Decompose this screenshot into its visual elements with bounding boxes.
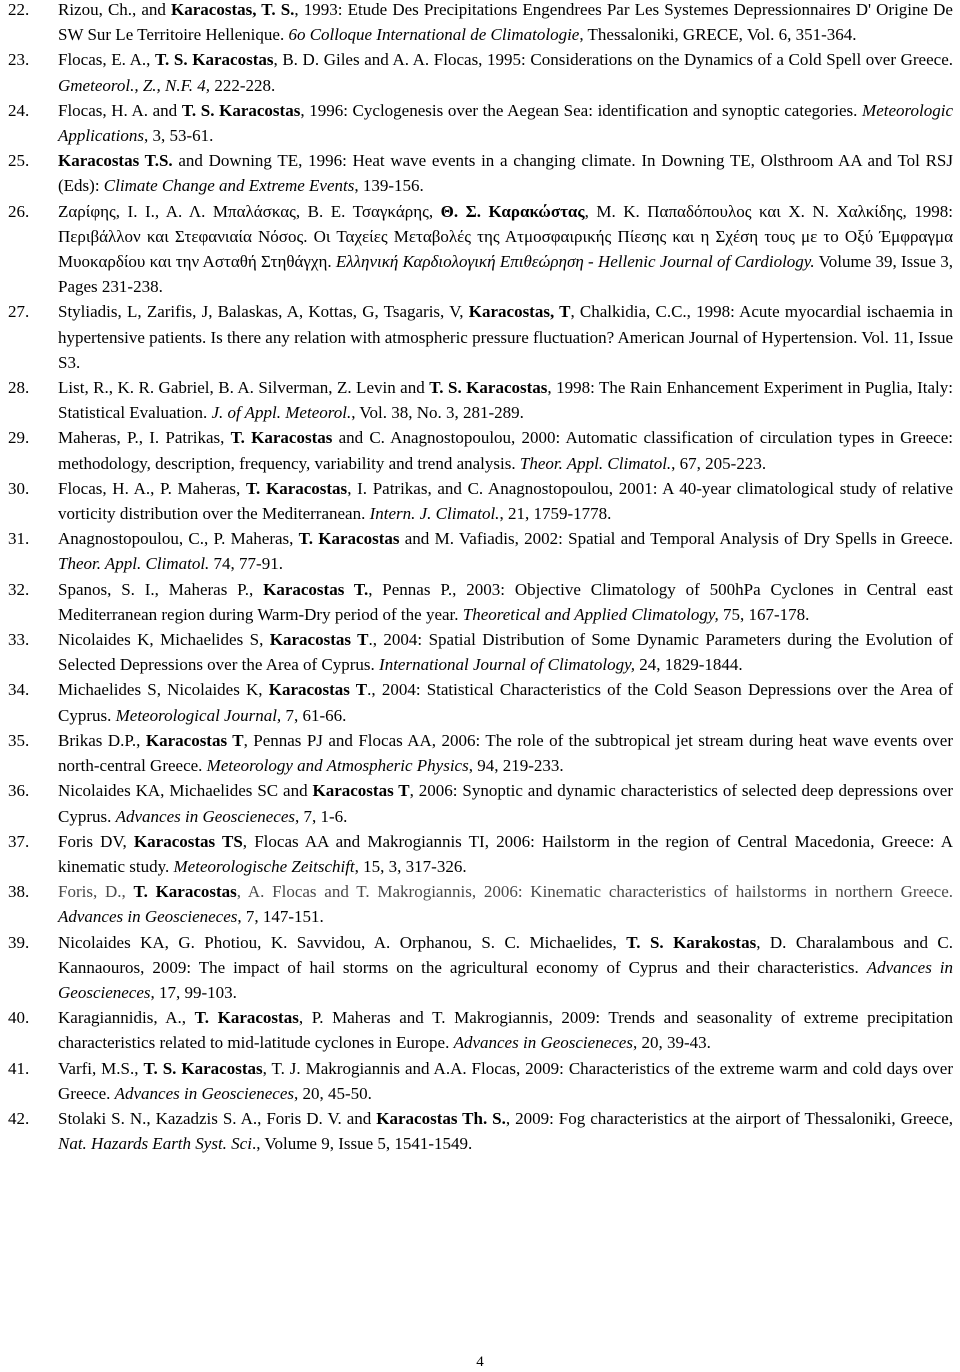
reference-text [58, 299, 953, 375]
reference-segment: Nicolaides K, Michaelides S, [58, 630, 270, 650]
reference-number: 31. [8, 529, 30, 549]
reference-number: 22. [8, 0, 30, 19]
reference-segment: , 15, 3, 317-326. [354, 856, 467, 876]
publication-title: Meteorological Journal, [115, 705, 282, 725]
reference-segment: , 2009: Fog characteristics at the airport of Thessaloniki, Greece, [505, 1108, 953, 1128]
author-highlight: T. Karacostas [194, 1008, 299, 1028]
reference-segment: , 21, 1759-1778. [499, 504, 612, 524]
reference-number: 35. [8, 730, 30, 750]
author-highlight: Karacostas T [145, 730, 244, 750]
publication-title: Theor. Appl. Climatol. [58, 554, 210, 574]
reference-number: 23. [8, 50, 30, 70]
author-highlight: Karacostas T [269, 630, 369, 650]
reference-segment: Maheras, P., I. Patrikas, [58, 428, 231, 448]
reference-segment: List, R., K. R. Gabriel, B. A. Silverman, Z. Levin and [58, 378, 430, 398]
reference-item [8, 879, 953, 929]
reference-segment: Foris, D., [58, 882, 134, 902]
reference-item [8, 778, 953, 828]
reference-segment: , 1996: Cyclogenesis over the Aegean Sea: identification and synoptic categories. [300, 100, 863, 120]
publication-title: Theoretical and Applied Climatology, [462, 604, 719, 624]
author-highlight: T. S. Karakostas [626, 932, 757, 952]
reference-text [58, 879, 953, 929]
reference-segment: , I. Patrikas, and C. Anagnostopoulou, 2001: A 40-year climatological study of relative vorticity distribution over the Mediterranean. [58, 478, 953, 524]
publication-title: 6o Colloque International de Climatologie [288, 25, 580, 45]
author-highlight: Karacostas T [268, 680, 368, 700]
publication-title: Meteorology and Atmospheric Physics [206, 756, 469, 776]
publication-title: Advances in Geoscieneces [114, 1083, 294, 1103]
publication-title: Advances in Geoscieneces [58, 957, 954, 1002]
reference-segment: Spanos, S. I., Maheras P., [58, 579, 264, 599]
reference-item [8, 1106, 953, 1156]
reference-item [8, 1005, 953, 1055]
reference-text [58, 677, 953, 727]
reference-number: 28. [8, 378, 30, 398]
reference-text [58, 728, 953, 778]
reference-number: 39. [8, 932, 30, 952]
reference-segment: and Downing TE, 1996: Heat wave events in a changing climate. In Downing TE, Olsthroom AA and Tol RSJ (Eds): [58, 151, 953, 196]
reference-segment: , 2006: Synoptic and dynamic characteristics of selected deep depressions over Cyprus. [58, 781, 953, 826]
reference-segment: Ζαρίφης, Ι. Ι., Α. Λ. Μπαλάσκας, Β. Ε. Τσαγκάρης, [58, 201, 441, 221]
reference-text [58, 0, 953, 47]
author-highlight: T. S. Karacostas [181, 100, 301, 120]
author-highlight: Karacostas TS [133, 831, 243, 851]
publication-title: Intern. J. Climatol. [369, 504, 500, 524]
reference-segment: Nicolaides KA, G. Photiou, K. Savvidou, A. Orphanou, S. C. Michaelides, [58, 932, 627, 952]
reference-item [8, 526, 953, 576]
reference-segment: , T. J. Makrogiannis and A.A. Flocas, 2009: Characteristics of the extreme warm and cold days over Greece. [58, 1058, 953, 1103]
reference-segment: ., 2004: Spatial Distribution of Some Dynamic Parameters during the Evolution of Selected Depressions over the Area of Cyprus. [58, 630, 953, 675]
reference-number: 25. [8, 151, 30, 171]
reference-segment: 222-228. [210, 75, 276, 95]
reference-text [58, 526, 953, 576]
reference-segment: , Flocas AA and Makrogiannis TI, 2006: Hailstorm in the region of Central Macedonia, Greece: A kinematic study. [58, 831, 953, 876]
reference-text [58, 930, 953, 1006]
author-highlight: Karacostas, T [468, 302, 571, 322]
reference-segment: Brikas D.P., [58, 730, 146, 750]
reference-number: 32. [8, 579, 30, 599]
reference-number: 38. [8, 882, 30, 902]
reference-segment: , 7, 147-151. [237, 907, 324, 927]
reference-number: 27. [8, 302, 30, 322]
author-highlight: Karacostas T.S. [58, 151, 173, 171]
reference-segment: ., 2004: Statistical Characteristics of the Cold Season Depressions over the Area of Cyprus. [58, 680, 953, 725]
reference-segment: , Pennas PJ and Flocas AA, 2006: The role of the subtropical jet stream during heat wave events over north-central Greece. [58, 730, 954, 776]
reference-segment: , Vol. 38, No. 3, 281-289. [351, 403, 524, 423]
reference-segment: Nicolaides KA, Michaelides SC and [58, 781, 313, 801]
reference-segment: , 94, 219-233. [468, 756, 564, 776]
reference-text [58, 829, 953, 879]
reference-item [8, 577, 953, 627]
reference-number: 34. [8, 680, 30, 700]
reference-segment: , 67, 205-223. [671, 453, 767, 473]
reference-segment: Karagiannidis, A., [58, 1008, 195, 1028]
reference-item [8, 47, 953, 97]
reference-segment: , A. Flocas and T. Makrogiannis, 2006: Kinematic characteristics of hailstorms in northern Greece. [236, 882, 954, 902]
reference-segment: , Chalkidia, C.C., 1998: Acute myocardial ischaemia in hypertensive patients. Is there any relation with atmospheric pressure fluctuation? American Journal of Hypertension. Vol. 11, Issue S3. [58, 302, 953, 372]
publication-title: Climate Change and Extreme Events [103, 176, 355, 196]
reference-text [58, 476, 953, 526]
reference-text [58, 199, 953, 300]
reference-item [8, 1056, 953, 1106]
reference-item [8, 425, 953, 475]
reference-number: 41. [8, 1058, 30, 1078]
reference-number: 24. [8, 100, 30, 120]
reference-number: 33. [8, 630, 30, 650]
publication-title: Theor. Appl. Climatol. [519, 453, 672, 473]
reference-item [8, 199, 953, 300]
reference-text [58, 98, 953, 148]
publication-title: Ελληνική Καρδιολογική Επιθεώρηση - Hellenic Journal of Cardiology. [335, 252, 815, 272]
reference-segment: ., Volume 9, Issue 5, 1541-1549. [251, 1134, 473, 1154]
reference-item [8, 148, 953, 198]
author-highlight: T. Karacostas [133, 882, 237, 902]
reference-text [58, 1106, 953, 1156]
reference-segment: , 1993: Etude Des Precipitations Engendrees Par Les Systemes Depressionnaires D' Origine De SW Sur Le Territoire Hellenique. [58, 0, 953, 45]
publication-title: Advances in Geoscieneces [453, 1033, 633, 1053]
reference-text [58, 627, 953, 677]
reference-segment: Flocas, E. A., [58, 50, 155, 70]
author-highlight: T. Karacostas [298, 529, 400, 549]
reference-number: 36. [8, 781, 30, 801]
reference-text [58, 425, 953, 475]
author-highlight: Karacostas T [312, 781, 410, 801]
reference-segment: , B. D. Giles and A. A. Flocas, 1995: Considerations on the Dynamics of a Cold Spell over Greece. [273, 50, 953, 70]
author-highlight: T. Karacostas [245, 478, 348, 498]
reference-item [8, 0, 953, 47]
reference-segment: Flocas, H. A., P. Maheras, [58, 478, 246, 498]
reference-number: 37. [8, 831, 30, 851]
author-highlight: Θ. Σ. Καρακώστας [440, 201, 585, 221]
reference-item [8, 930, 953, 1006]
author-highlight: Karacostas Th. S. [376, 1108, 506, 1128]
publication-title: Nat. Hazards Earth Syst. Sci [58, 1134, 252, 1154]
reference-segment: 7, 61-66. [281, 705, 347, 725]
reference-segment: and M. Vafiadis, 2002: Spatial and Temporal Analysis of Dry Spells in Greece. [399, 529, 953, 549]
publication-title: Meteorologic Applications [58, 100, 953, 146]
reference-segment: , 20, 45-50. [294, 1083, 372, 1103]
author-highlight: T. S. Karacostas [429, 378, 548, 398]
reference-number: 42. [8, 1108, 30, 1128]
reference-item [8, 677, 953, 727]
reference-item [8, 476, 953, 526]
reference-text [58, 778, 953, 828]
reference-segment: Rizou, Ch., and [58, 0, 172, 19]
author-highlight: T. S. Karacostas [154, 50, 274, 70]
reference-segment: , 139-156. [354, 176, 424, 196]
publication-title: Gmeteorol., Z., N.F. 4, [58, 75, 211, 95]
publication-title: Advances in Geoscieneces [58, 907, 238, 927]
reference-segment: , D. Charalambous and C. Kannaouros, 2009: The impact of hail storms on the agricultural economy of Cyprus and their characteristics. [58, 932, 953, 977]
reference-item [8, 98, 953, 148]
author-highlight: Karacostas, T. S. [171, 0, 295, 19]
reference-text [58, 47, 953, 97]
publication-title: Advances in Geoscieneces [115, 806, 295, 826]
reference-segment: 24, 1829-1844. [634, 655, 743, 675]
reference-number: 30. [8, 478, 30, 498]
reference-segment: , P. Maheras and T. Makrogiannis, 2009: Trends and seasonality of extreme precipitation characteristics related to mid-latitude cyclones in Europe. [58, 1008, 953, 1053]
reference-list [8, 0, 953, 1156]
reference-number: 40. [8, 1008, 30, 1028]
reference-text [58, 1005, 953, 1055]
reference-segment: , Thessaloniki, GRECE, Vol. 6, 351-364. [579, 25, 857, 45]
reference-item [8, 728, 953, 778]
reference-number: 29. [8, 428, 30, 448]
reference-text [58, 1056, 953, 1106]
reference-item [8, 829, 953, 879]
reference-segment: Varfi, M.S., [58, 1058, 144, 1078]
reference-segment: and C. Anagnostopoulou, 2000: Automatic classification of circulation types in Greece: methodology, description, frequency, variability and trend analysis. [58, 428, 953, 473]
reference-segment: Michaelides S, Nicolaides K, [58, 680, 269, 700]
reference-text [58, 375, 953, 425]
reference-item [8, 627, 953, 677]
reference-segment: Volume 39, Issue 3, Pages 231-238. [58, 252, 953, 297]
reference-segment: , Pennas P., 2003: Objective Climatology of 500hPa Cyclones in Central east Mediterranean region during Warm-Dry period of the year. [58, 579, 953, 624]
reference-item [8, 299, 953, 375]
reference-segment: 74, 77-91. [209, 554, 283, 574]
publication-title: J. of Appl. Meteorol. [211, 403, 352, 423]
publication-title: International Journal of Climatology, [379, 655, 635, 675]
publication-title: Meteorologische Zeitschift [173, 856, 355, 876]
reference-segment: 75, 167-178. [718, 604, 810, 624]
reference-segment: , 17, 99-103. [150, 982, 237, 1002]
reference-segment: , 20, 39-43. [632, 1033, 711, 1053]
reference-segment: , 1998: The Rain Enhancement Experiment in Puglia, Italy: Statistical Evaluation. [58, 378, 953, 423]
author-highlight: T. Karacostas [230, 428, 333, 448]
reference-segment: Stolaki S. N., Kazadzis S. A., Foris D. V. and [58, 1108, 377, 1128]
reference-segment: Anagnostopoulou, C., P. Maheras, [58, 529, 299, 549]
reference-segment: Styliadis, L, Zarifis, J, Balaskas, A, Kottas, G, Tsagaris, V, [58, 302, 469, 322]
reference-segment: Foris DV, [58, 831, 134, 851]
author-highlight: T. S. Karacostas [143, 1058, 263, 1078]
reference-text [58, 577, 953, 627]
reference-text [58, 148, 953, 198]
page-number: 4 [476, 1354, 484, 1370]
reference-segment: , 7, 1-6. [295, 806, 348, 826]
author-highlight: Karacostas T. [263, 579, 369, 599]
reference-item [8, 375, 953, 425]
reference-segment: Flocas, H. A. and [58, 100, 182, 120]
reference-segment: , 3, 53-61. [143, 126, 214, 146]
reference-segment: , Μ. Κ. Παπαδόπουλος και Χ. Ν. Χαλκίδης, 1998: Περιβάλλον και Στεφανιαία Νόσος. Οι Ταχείες Μεταβολές της Ατμοσφαιρικής Πίεσης και η Σχέση τους με το Οξύ Έμφραγμα Μυοκαρδίου και την Ασταθή Στηθάγχη. [58, 201, 953, 272]
reference-number: 26. [8, 201, 30, 221]
